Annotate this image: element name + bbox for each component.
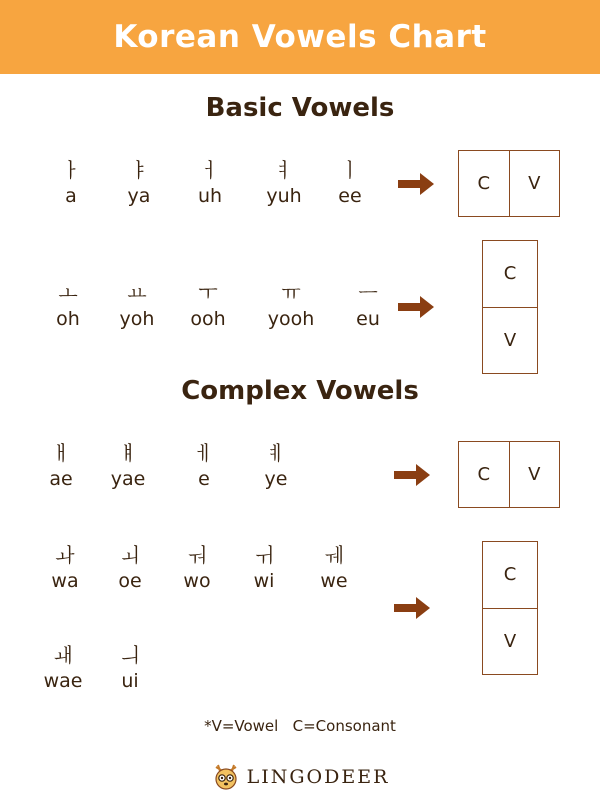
vowel-glyph: ㅖ — [266, 441, 286, 465]
vowel-cell: V — [509, 442, 560, 507]
consonant-cell: C — [477, 464, 491, 485]
lingodeer-logo-icon — [211, 762, 241, 792]
vowel-cell: V — [509, 151, 560, 216]
vowel-glyph: ㅜ — [198, 281, 218, 305]
vowel-romanization: wi — [253, 570, 275, 592]
vowel-romanization: wae — [43, 670, 83, 692]
vowel-glyph: ㅣ — [340, 158, 360, 182]
consonant-cell: C — [477, 173, 491, 194]
consonant-cell: C — [503, 564, 517, 586]
vowel-glyph: ㅟ — [254, 543, 274, 567]
vowel-romanization: yooh — [267, 308, 315, 330]
brand-name: LINGODEER — [246, 766, 390, 788]
vowel-yae — [88, 441, 168, 491]
vowel-cell: V — [483, 307, 537, 374]
brand-footer — [0, 762, 600, 792]
vowel-romanization: wa — [51, 570, 79, 592]
vowel-ee — [310, 158, 390, 208]
vowel-e — [164, 441, 244, 491]
vowel-cell: V — [483, 608, 537, 675]
right-arrow-icon — [394, 464, 430, 486]
vowel-glyph: ㅗ — [58, 281, 78, 305]
cv-vertical-diagram — [482, 240, 538, 374]
vowel-romanization: e — [198, 468, 210, 490]
basic-vowels-heading: Basic Vowels — [205, 93, 395, 123]
legend-footnote: *V=Vowel C=Consonant — [204, 717, 396, 735]
consonant-cell: C — [503, 263, 517, 285]
vowel-glyph: ㅙ — [53, 643, 73, 667]
vowel-wi — [224, 543, 304, 593]
vowel-uh — [170, 158, 250, 208]
right-arrow-icon — [398, 296, 434, 318]
vowel-romanization: ui — [121, 670, 139, 692]
vowel-glyph: ㅝ — [187, 543, 207, 567]
vowel-yooh — [251, 281, 331, 331]
vowel-romanization: a — [65, 185, 77, 207]
vowel-romanization: yuh — [266, 185, 302, 207]
vowel-glyph: ㅑ — [129, 158, 149, 182]
vowel-romanization: yoh — [119, 308, 155, 330]
vowel-glyph: ㅡ — [358, 281, 378, 305]
cv-vertical-diagram — [482, 541, 538, 675]
vowel-romanization: eu — [356, 308, 380, 330]
complex-vowels-heading: Complex Vowels — [181, 376, 419, 406]
vowel-romanization: oh — [56, 308, 80, 330]
vowel-ya — [99, 158, 179, 208]
vowel-romanization: ooh — [190, 308, 226, 330]
vowel-glyph: ㅏ — [61, 158, 81, 182]
vowel-glyph: ㅞ — [324, 543, 344, 567]
page-title: Korean Vowels Chart — [113, 19, 487, 55]
vowel-romanization: yae — [110, 468, 146, 490]
vowel-oh — [28, 281, 108, 331]
vowel-ye — [236, 441, 316, 491]
vowel-glyph: ㅒ — [118, 441, 138, 465]
right-arrow-icon — [394, 597, 430, 619]
vowel-romanization: wo — [183, 570, 211, 592]
cv-horizontal-diagram — [458, 150, 560, 217]
vowel-romanization: uh — [197, 185, 223, 207]
vowel-romanization: ye — [264, 468, 288, 490]
vowel-romanization: oe — [118, 570, 142, 592]
vowel-glyph: ㅚ — [120, 543, 140, 567]
vowel-romanization: ee — [338, 185, 362, 207]
vowel-we — [294, 543, 374, 593]
vowel-glyph: ㅢ — [120, 643, 140, 667]
vowel-glyph: ㅐ — [51, 441, 71, 465]
right-arrow-icon — [398, 173, 434, 195]
vowel-glyph: ㅘ — [55, 543, 75, 567]
vowel-glyph: ㅓ — [200, 158, 220, 182]
vowel-eu — [328, 281, 408, 331]
vowel-romanization: ae — [49, 468, 73, 490]
vowel-glyph: ㅠ — [281, 281, 301, 305]
vowel-glyph: ㅔ — [194, 441, 214, 465]
vowel-ui — [90, 643, 170, 693]
cv-horizontal-diagram — [458, 441, 560, 508]
vowel-romanization: ya — [127, 185, 151, 207]
vowel-glyph: ㅛ — [127, 281, 147, 305]
vowel-romanization: we — [320, 570, 348, 592]
header-banner — [0, 0, 600, 74]
vowel-ooh — [168, 281, 248, 331]
vowel-yoh — [97, 281, 177, 331]
vowel-glyph: ㅕ — [274, 158, 294, 182]
